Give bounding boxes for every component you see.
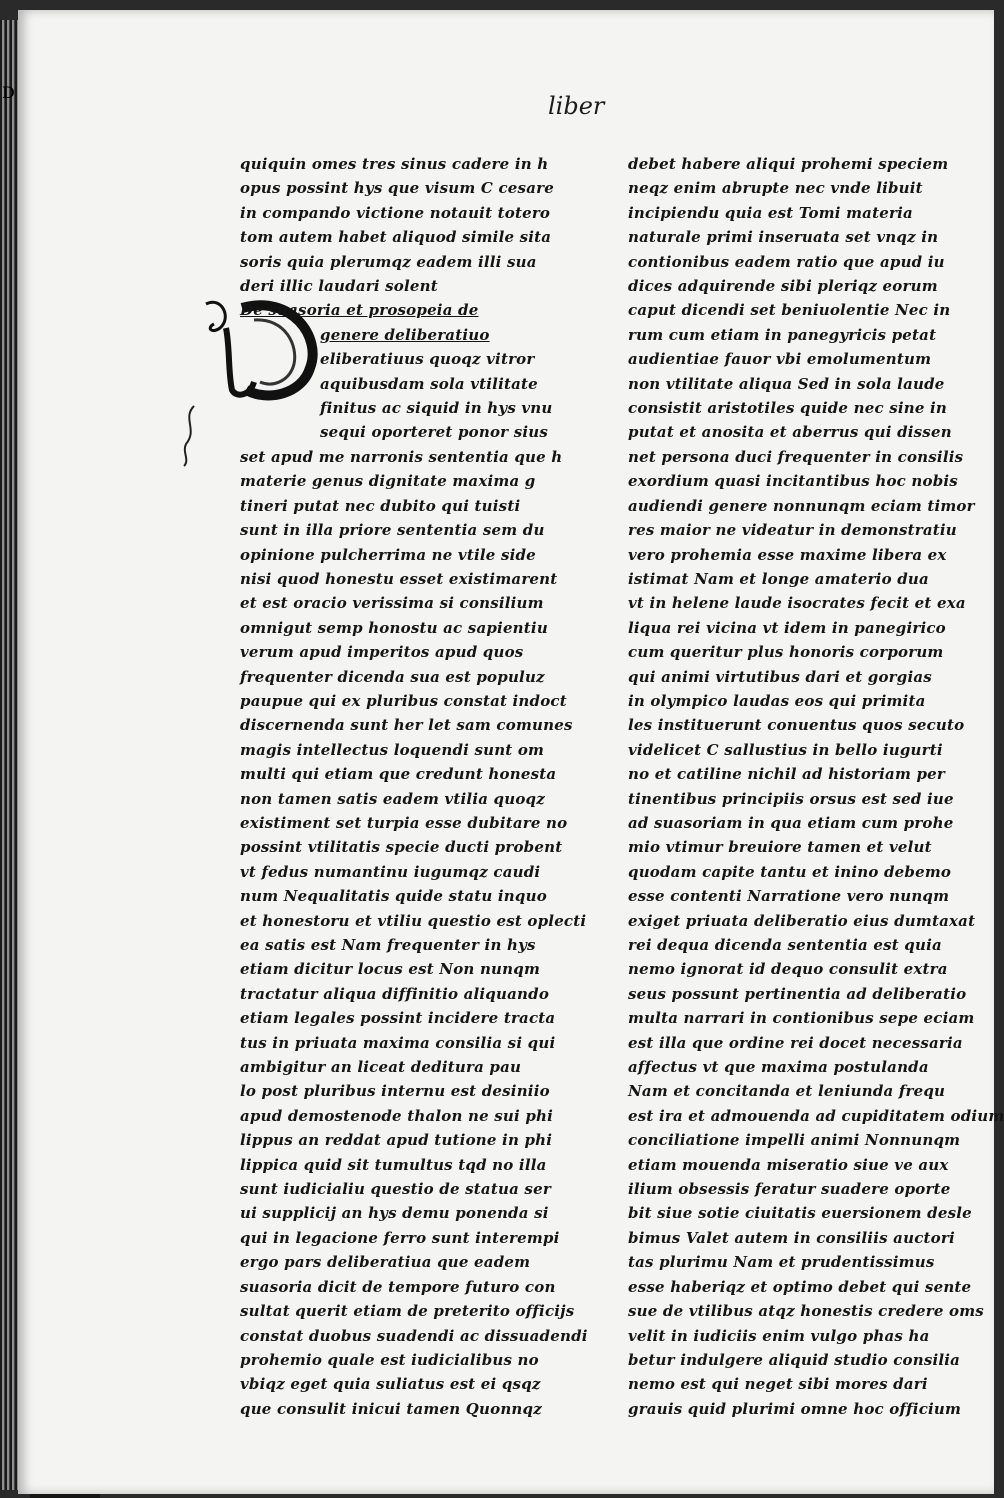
text-line: mio vtimur breuiore tamen et velut: [628, 838, 932, 857]
text-line: consistit aristotiles quide nec sine in: [628, 399, 948, 418]
text-line: bit siue sotie ciuitatis euersionem desle: [628, 1204, 972, 1223]
text-line: ergo pars deliberatiua que eadem: [240, 1253, 531, 1272]
text-line: soris quia plerumqz eadem illi sua: [240, 252, 537, 271]
text-line: sultat querit etiam de preterito officijs: [240, 1302, 575, 1321]
text-line: nisi quod honestu esset existimarent: [240, 569, 558, 588]
text-line: istimat Nam et longe amaterio dua: [628, 569, 929, 588]
text-line: ad suasoriam in qua etiam cum prohe: [628, 813, 954, 832]
text-line: vt fedus numantinu iugumqz caudi: [240, 862, 541, 881]
text-line: dices adquirende sibi pleriqz eorum: [628, 277, 938, 296]
text-line: incipiendu quia est Tomi materia: [628, 203, 913, 222]
text-line: num Nequalitatis quide statu inquo: [240, 887, 547, 906]
text-line: non vtilitate aliqua Sed in sola laude: [628, 374, 945, 393]
text-line: est illa que ordine rei docet necessaria: [628, 1033, 963, 1052]
text-line: neqz enim abrupte nec vnde libuit: [628, 179, 923, 198]
text-line: paupue qui ex pluribus constat indoct: [240, 691, 567, 710]
text-line: nemo ignorat id dequo consulit extra: [628, 960, 948, 979]
text-line: les instituerunt conuentus quos secuto: [628, 716, 965, 735]
text-line: esse haberiqz et optimo debet qui sente: [628, 1277, 972, 1296]
text-line: tus in priuata maxima consilia si qui: [240, 1033, 556, 1052]
rubric-heading: De suasoria et prosopeia de: [240, 301, 479, 320]
text-line: multa narrari in contionibus sepe eciam: [628, 1009, 975, 1028]
text-line: caput dicendi set beniuolentie Nec in: [628, 301, 951, 320]
text-line: etiam dicitur locus est Non nunqm: [240, 960, 541, 979]
text-line: videlicet C sallustius in bello iugurti: [628, 740, 943, 759]
text-line: existiment set turpia esse dubitare no: [240, 813, 568, 832]
right-text-column: [628, 152, 1004, 1421]
text-line: vt in helene laude isocrates fecit et exa: [628, 594, 966, 613]
text-line: in compando victione notauit totero: [240, 203, 551, 222]
text-line: set apud me narronis sententia que h: [240, 447, 563, 466]
text-line: bimus Valet autem in consiliis auctori: [628, 1228, 955, 1247]
text-line: sunt iudicialiu questio de statua ser: [240, 1180, 551, 1199]
text-line: qui animi virtutibus dari et gorgias: [628, 667, 932, 686]
text-line: contionibus eadem ratio que apud iu: [628, 252, 945, 271]
text-line: ui supplicij an hys demu ponenda si: [240, 1204, 549, 1223]
text-line: ea satis est Nam frequenter in hys: [240, 936, 536, 954]
text-line: lo post pluribus internu est desiniio: [240, 1082, 550, 1101]
text-line: ambigitur an liceat deditura pau: [240, 1058, 522, 1077]
running-header: liber: [548, 92, 605, 120]
text-line: verum apud imperitos apud quos: [240, 643, 524, 662]
text-line: no et catiline nichil ad historiam per: [628, 765, 945, 784]
text-line: lippus an reddat apud tutione in phi: [240, 1131, 553, 1150]
text-line: opinione pulcherrima ne vtile side: [240, 545, 536, 564]
text-line: betur indulgere aliquid studio consilia: [628, 1350, 961, 1369]
text-line: in olympico laudas eos qui primita: [628, 691, 926, 710]
text-line: sequi oporteret ponor sius: [320, 423, 548, 442]
text-line: Nam et concitanda et leniunda frequ: [628, 1082, 946, 1101]
text-line: debet habere aliqui prohemi speciem: [628, 155, 949, 173]
text-line: suasoria dicit de tempore futuro con: [240, 1277, 556, 1296]
text-line: discernenda sunt her let sam comunes: [240, 716, 573, 735]
text-line: net persona duci frequenter in consilis: [628, 447, 964, 466]
text-line: materie genus dignitate maxima g: [240, 472, 536, 491]
text-line: aquibusdam sola vtilitate: [320, 374, 538, 393]
text-line: cum queritur plus honoris corporum: [628, 643, 944, 662]
text-line: putat et anosita et aberrus qui dissen: [628, 423, 952, 442]
text-line: rei dequa dicenda sententia est quia: [628, 936, 942, 954]
text-line: liqua rei vicina vt idem in panegirico: [628, 618, 946, 637]
text-line: grauis quid plurimi omne hoc officium: [628, 1399, 962, 1418]
initial-letter: D: [2, 83, 15, 102]
text-line: audientiae fauor vbi emolumentum: [628, 350, 932, 369]
text-line: magis intellectus loquendi sunt om: [240, 740, 545, 759]
text-line: tractatur aliqua diffinitio aliquando: [240, 984, 550, 1003]
text-line: est ira et admouenda ad cupiditatem odium: [628, 1106, 1004, 1125]
text-line: tinentibus principiis orsus est sed iue: [628, 789, 954, 808]
text-line: constat duobus suadendi ac dissuadendi: [240, 1326, 588, 1345]
text-line: affectus vt que maxima postulanda: [628, 1058, 929, 1077]
left-text-column: [240, 152, 588, 1421]
text-line: que consulit inicui tamen Quonnqz: [240, 1399, 542, 1418]
text-line: nemo est qui neget sibi mores dari: [628, 1375, 928, 1394]
text-line: quiquin omes tres sinus cadere in h: [240, 155, 549, 173]
text-line: sue de vtilibus atqz honestis credere oms: [628, 1302, 984, 1321]
text-line: tom autem habet aliquod simile sita: [240, 228, 552, 247]
text-line: naturale primi inseruata set vnqz in: [628, 228, 939, 247]
text-line: esse contenti Narratione vero nunqm: [628, 887, 950, 906]
text-line: et est oracio verissima si consilium: [240, 594, 544, 613]
text-line: velit in iudiciis enim vulgo phas ha: [628, 1326, 930, 1345]
text-line: qui in legacione ferro sunt interempi: [240, 1228, 560, 1247]
text-line: et honestoru et vtiliu questio est oplecti: [240, 911, 587, 930]
text-line: vbiqz eget quia suliatus est ei qsqz: [240, 1375, 541, 1394]
text-line: conciliatione impelli animi Nonnunqm: [628, 1131, 961, 1150]
text-line: omnigut semp honostu ac sapientiu: [240, 618, 548, 637]
text-line: audiendi genere nonnunqm eciam timor: [628, 496, 975, 515]
rubric-heading: genere deliberatiuo: [320, 325, 490, 344]
text-line: sunt in illa priore sententia sem du: [240, 521, 545, 540]
text-line: frequenter dicenda sua est populuz: [240, 667, 545, 686]
text-line: rum cum etiam in panegyricis petat: [628, 325, 937, 344]
text-line: multi qui etiam que credunt honesta: [240, 765, 557, 784]
text-line: tineri putat nec dubito qui tuisti: [240, 496, 521, 515]
text-line: finitus ac siquid in hys vnu: [320, 399, 553, 418]
text-line: etiam mouenda miseratio siue ve aux: [628, 1155, 949, 1174]
text-line: prohemio quale est iudicialibus no: [240, 1350, 539, 1369]
text-line: tas plurimu Nam et prudentissimus: [628, 1253, 935, 1272]
text-line: etiam legales possint incidere tracta: [240, 1009, 556, 1028]
text-line: deri illic laudari solent: [240, 277, 438, 296]
text-line: opus possint hys que visum C cesare: [240, 179, 554, 198]
text-line: apud demostenode thalon ne sui phi: [240, 1106, 554, 1125]
text-line: vero prohemia esse maxime libera ex: [628, 545, 947, 564]
text-line: exiget priuata deliberatio eius dumtaxat: [628, 911, 976, 930]
marginal-mark-icon: [180, 404, 200, 468]
text-line: ilium obsessis feratur suadere oporte: [628, 1180, 951, 1199]
text-line: seus possunt pertinentia ad deliberatio: [628, 984, 967, 1003]
text-line: quodam capite tantu et inino debemo: [628, 862, 952, 881]
text-line: res maior ne videatur in demonstratiu: [628, 521, 957, 540]
text-line: non tamen satis eadem vtilia quoqz: [240, 789, 545, 808]
text-line: exordium quasi incitantibus hoc nobis: [628, 472, 958, 491]
text-line: lippica quid sit tumultus tqd no illa: [240, 1155, 547, 1174]
text-line: eliberatiuus quoqz vitror: [320, 350, 535, 369]
text-line: possint vtilitatis specie ducti probent: [240, 838, 563, 857]
